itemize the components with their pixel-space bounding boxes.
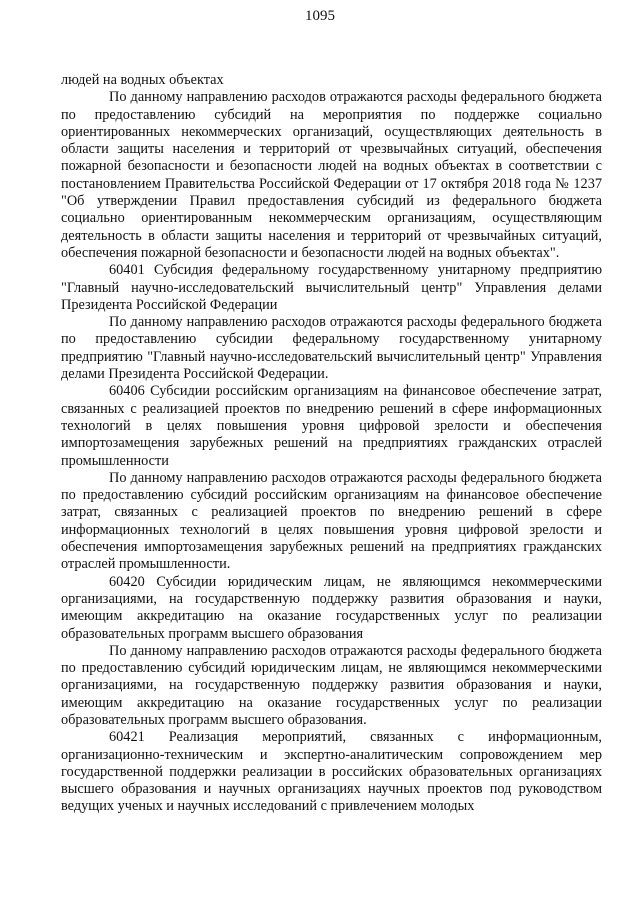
paragraph: 60401 Субсидия федеральному государственному унитарному предприятию "Главный научно-исследовательский вычислительный центр" Управления делами Президента Российской Федерации xyxy=(61,262,602,313)
paragraph: 60420 Субсидии юридическим лицам, не являющимся некоммерческими организациями, на государственную поддержку развития образования и науки, имеющим аккредитацию на оказание государственных услуг по реализации образовательных программ высшего образования xyxy=(61,573,602,642)
paragraph: По данному направлению расходов отражаются расходы федерального бюджета по предоставлению субсидий на мероприятия по поддержке социально ориентированных некоммерческих организаций, осуществляющих деятельность в области защиты населения и территорий от чрезвычайных ситуаций, обеспечения пожарной безопасности и безопасности людей на водных объектах в соответствии с постановлением Правительства Российской Федерации от 17 октября 2018 года № 1237 "Об утверждении Правил предоставления субсидий из федерального бюджета социально ориентированным некоммерческим организациям, осуществляющим деятельность в области защиты населения и территорий от чрезвычайных ситуаций, обеспечения пожарной безопасности и безопасности людей на водных объектах". xyxy=(61,89,602,261)
paragraph: По данному направлению расходов отражаются расходы федерального бюджета по предоставлению субсидий юридическим лицам, не являющимся некоммерческими организациями, на государственную поддержку развития образования и науки, имеющим аккредитацию на оказание государственных услуг по реализации образовательных программ высшего образования. xyxy=(61,642,602,728)
body-text xyxy=(61,72,602,816)
page-number: 1095 xyxy=(305,8,335,24)
paragraph: людей на водных объектах xyxy=(61,72,224,88)
paragraph: 60406 Субсидии российским организациям на финансовое обеспечение затрат, связанных с реализацией проектов по внедрению решений в сфере информационных технологий в целях повышения уровня цифровой зрелости и обеспечения импортозамещения зарубежных решений на предприятиях гражданских отраслей промышленности xyxy=(61,383,602,469)
paragraph: По данному направлению расходов отражаются расходы федерального бюджета по предоставлению субсидии федеральному государственному унитарному предприятию "Главный научно-исследовательский вычислительный центр" Управления делами Президента Российской Федерации. xyxy=(61,314,602,383)
paragraph: По данному направлению расходов отражаются расходы федерального бюджета по предоставлению субсидий российским организациям на финансовое обеспечение затрат, связанных с реализацией проектов по внедрению решений в сфере информационных технологий в целях повышения уровня цифровой зрелости и обеспечения импортозамещения зарубежных решений на предприятиях гражданских отраслей промышленности. xyxy=(61,469,602,573)
paragraph: 60421 Реализация мероприятий, связанных с информационным, организационно-техническим и экспертно-аналитическим сопровождением мер государственной поддержки реализации в российских образовательных организациях высшего образования и научных организациях научных проектов под руководством ведущих ученых и научных исследований с привлечением молодых xyxy=(61,729,602,815)
